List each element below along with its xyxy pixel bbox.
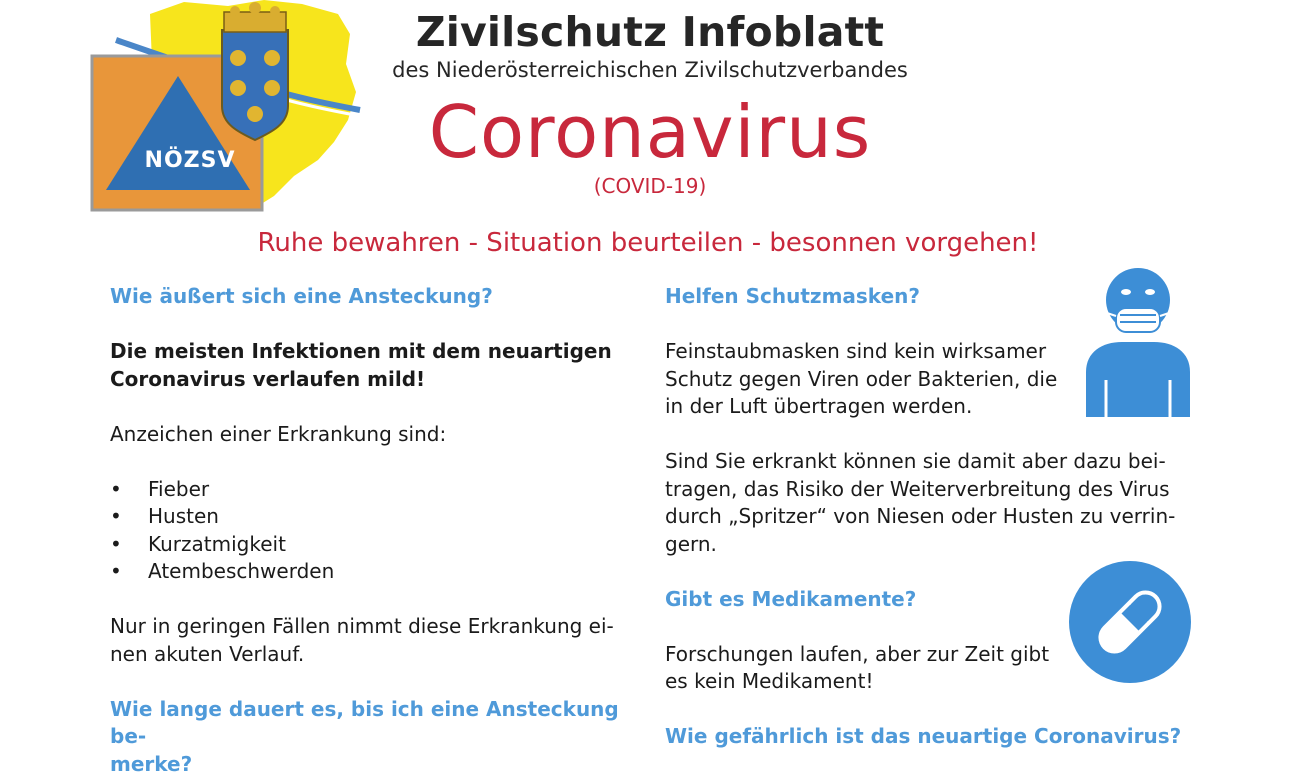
motto: Ruhe bewahren - Situation beurteilen - besonnen vorgehen! <box>120 228 1176 258</box>
topic-note: (COVID-19) <box>330 174 970 198</box>
left-column <box>110 283 640 778</box>
lower-austria-coat-of-arms-icon <box>222 2 288 140</box>
pill-capsule-icon <box>1068 560 1192 684</box>
person-with-mask-icon <box>1082 262 1194 417</box>
mild-note-line1: Die meisten Infektionen mit dem neuartigen <box>110 338 640 366</box>
section-heading-danger: Wie gefährlich ist das neuartige Coronavirus? <box>665 723 1195 751</box>
list-item: • Fieber <box>110 476 640 504</box>
list-item: • Husten <box>110 503 640 531</box>
mild-note-line2: Coronavirus verlaufen mild! <box>110 366 640 394</box>
section-heading-medication: Gibt es Medikamente? <box>665 586 1195 614</box>
mask-text-line1: Feinstaubmasken sind kein wirksamer <box>665 338 1077 366</box>
mask-text-line2: Schutz gegen Viren oder Bakterien, die <box>665 366 1077 394</box>
mask-text-line3: in der Luft übertragen werden. <box>665 393 1077 421</box>
medication-text-line1: Forschungen laufen, aber zur Zeit gibt <box>665 641 1077 669</box>
sick-text-line4: gern. <box>665 531 1195 559</box>
noezsv-logo <box>88 0 368 215</box>
sick-text-line1: Sind Sie erkrankt können sie damit aber dazu bei- <box>665 448 1195 476</box>
medication-text-line2: es kein Medikament! <box>665 668 1077 696</box>
section-heading-incubation: Wie lange dauert es, bis ich eine Ansteckung be- <box>110 696 640 751</box>
logo-text: NÖZSV <box>110 148 270 173</box>
page-title: Zivilschutz Infoblatt <box>330 8 970 56</box>
rare-course-line2: nen akuten Verlauf. <box>110 641 640 669</box>
page-subtitle: des Niederösterreichischen Zivilschutzverbandes <box>330 58 970 82</box>
topic-title: Coronavirus <box>330 90 970 174</box>
list-item: • Atembeschwerden <box>110 558 640 586</box>
rare-course-line1: Nur in geringen Fällen nimmt diese Erkrankung ei- <box>110 613 640 641</box>
symptoms-intro: Anzeichen einer Erkrankung sind: <box>110 421 640 449</box>
sick-text-line2: tragen, das Risiko der Weiterverbreitung des Virus <box>665 476 1195 504</box>
section-heading-masks: Helfen Schutzmasken? <box>665 283 1195 311</box>
section-heading-incubation-cont: merke? <box>110 751 640 778</box>
section-heading-ansteckung: Wie äußert sich eine Ansteckung? <box>110 283 640 311</box>
symptom-list <box>110 476 640 586</box>
list-item: • Kurzatmigkeit <box>110 531 640 559</box>
sick-text-line3: durch „Spritzer“ von Niesen oder Husten zu verrin- <box>665 503 1195 531</box>
